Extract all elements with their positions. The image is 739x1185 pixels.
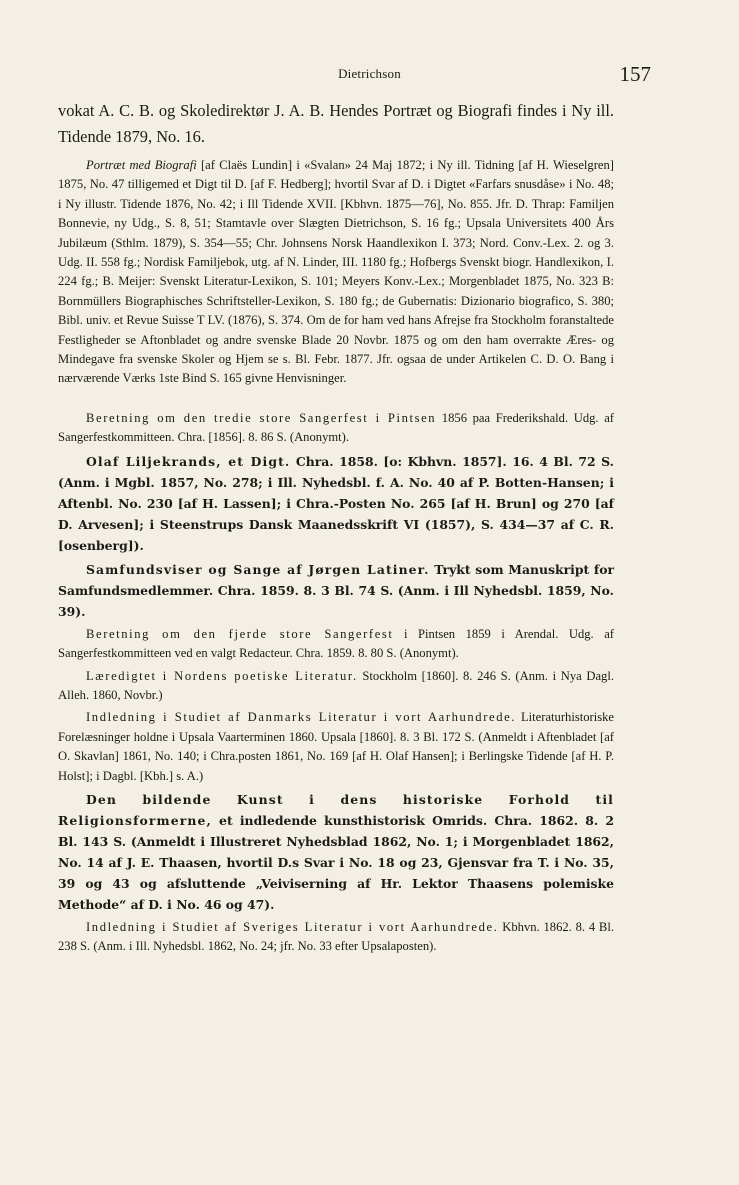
entry-details: Chra. 1858. [o: Kbhvn. 1857]. 16. 4 Bl. 72 S. (Anm. i Mgbl. 1857, No. 278; i Ill. Nyhedsbl. f. A. No. 40 af P. Botten-Hansen; i Aftenbl. No. 230 [af H. Lassen]; i Chra.-Posten No. 265 [af H. Brun] og 270 [af D. Arvesen]; i Steenstrups Dansk Maanedsskrift VI (1857), S. 434—37 af C. R.[osenberg]). xyxy=(58,453,614,553)
entry-details: Literaturhistoriske Forelæsninger holdne i Upsala Vaarterminen 1860. Upsala [1860]. 8. 3 Bl. 172 S. (Anmeldt i Aftenbladet [af O. Skavlan] 1861, No. 140; i Chra.posten 1861, No. 169 [af H. Olaf Hansen]; i Berlingske Tidende [af H. P. Holst]; i Dagbl. [Kbh.] s. A.) xyxy=(58,710,614,783)
entry-details: 1856 paa Frederikshald. Udg. af Sangerfestkommitteen. Chra. [1856]. 8. 86 S. (Anonymt). xyxy=(58,410,614,445)
entry-title: Indledning i Studiet af Sveriges Literatur i vort Aarhundrede. xyxy=(86,919,499,934)
entry-details: et indledende kunsthistorisk Omrids. Chra. 1862. 8. 2 Bl. 143 S. (Anmeldt i Illustreret Nyhedsblad 1862, No. 1; i Morgenbladet 1862, No. 14 af J. E. Thaasen, hvortil D.s Svar i No. 18 og 23, Gjensvar fra T. i No. 35, 39 og 43 og afsluttende „Veiviserning af Hr. Lektor Thaasens polemiske Methode“ af D. i No. 46 og 47). xyxy=(58,812,614,912)
bibliography-entry xyxy=(58,667,614,706)
bibliography-entry xyxy=(58,451,614,556)
bibliography-entry xyxy=(58,789,614,915)
running-title: Dietrichson xyxy=(338,66,401,81)
entry-title: Læredigtet i Nordens poetiske Literatur. xyxy=(86,668,358,683)
page-number: 157 xyxy=(619,62,651,86)
page-header xyxy=(58,62,681,92)
entry-title: Samfundsviser og Sange af Jørgen Latiner. xyxy=(86,561,430,577)
entry-details: Kbhvn. 1862. 8. 4 Bl. 238 S. (Anm. i Ill. Nyhedsbl. 1862, No. 24; jfr. No. 33 efter Upsalaposten). xyxy=(58,919,614,954)
entry-title: Den bildende Kunst i dens historiske Forhold til Religionsformerne, xyxy=(58,791,614,828)
references-paragraph xyxy=(58,156,614,389)
bibliography-entry xyxy=(58,625,614,664)
bibliography-entry xyxy=(58,918,614,957)
biography-continuation: vokat A. C. B. og Skoledirektør J. A. B. Hendes Portræt og Biografi findes i Ny ill. Tidende 1879, No. 16. xyxy=(58,101,614,146)
entry-title: Olaf Liljekrands, et Digt. xyxy=(86,453,291,469)
entry-details: Stockholm [1860]. 8. 246 S. (Anm. i Nya Dagl. Alleh. 1860, Novbr.) xyxy=(58,668,614,702)
entry-title: Beretning om den fjerde store Sangerfest xyxy=(86,626,394,641)
references-lead: Portræt med Biografi xyxy=(86,158,197,172)
bibliography-entry xyxy=(58,708,614,786)
bibliography-entry xyxy=(58,409,614,448)
page-content xyxy=(58,98,614,957)
references-text: [af Claës Lundin] i «Svalan» 24 Maj 1872; i Ny ill. Tidning [af H. Wieselgren] 1875, No. 47 tilligemed et Digt til D. [af F. Hedberg]; hvortil Svar af D. i Digtet «Farfars snusdåse» i No. 48; i Ny illustr. Tidende 1876, No. 42; i Ill Tidende XVII. [Kbhvn. 1875—76], No. 855. Jfr. D. Thrap: Familjen Bonnevie, ny Udg., S. 8, 51; Stamtavle over Slægten Dietrichson, S. 16 fg.; Upsala Universitets 400 Års Jubilæum (Sthlm. 1879), S. 354—55; Chr. Johnsens Norsk Haandlexikon I. 373; Nord. Conv.-Lex. 2. og 3. Udg. II. 558 fg.; Nordisk Familjebok, utg. af N. Linder, III. 1180 fg.; Hofbergs Svenskt biogr. Handlexikon, I. 224 fg.; B. Meijer: Svenskt Literatur-Lexikon, S. 101; Meyers Konv.-Lex.; Morgenbladet 1875, No. 323 B: Bornmüllers Biographisches Schriftsteller-Lexikon, S. 180 fg.; de Gubernatis: Dizionario biografico, S. 380; Bibl. univ. et Revue Suisse T LV. (1876), S. 374. Om de for ham ved hans Afrejse fra Stockholm foranstaltede Festligheder se Aftonbladet og andre svenske Blade 20 Novbr. 1875 og om den ham overrakte Æres- og Mindegave fra svenske Skoler og Hjem se s. Bl. Febr. 1877. Jfr. ogsaa de under Artikelen C. D. O. Bang i nærværende Værks 1ste Bind S. 165 givne Henvisninger. xyxy=(58,158,614,386)
entry-details: i Pintsen 1859 i Arendal. Udg. af Sangerfestkommitteen ved en valgt Redacteur. Chra. 1859. 8. 80 S. (Anonymt). xyxy=(58,626,614,661)
entry-details: Trykt som Manuskript for Samfundsmedlemmer. Chra. 1859. 8. 3 Bl. 74 S. (Anm. i Ill Nyhedsbl. 1859, No. 39). xyxy=(58,561,614,619)
bibliography-entry xyxy=(58,559,614,622)
entry-title: Beretning om den tredie store Sangerfest i Pintsen xyxy=(86,410,437,425)
entry-title: Indledning i Studiet af Danmarks Literatur i vort Aarhundrede. xyxy=(86,710,517,725)
